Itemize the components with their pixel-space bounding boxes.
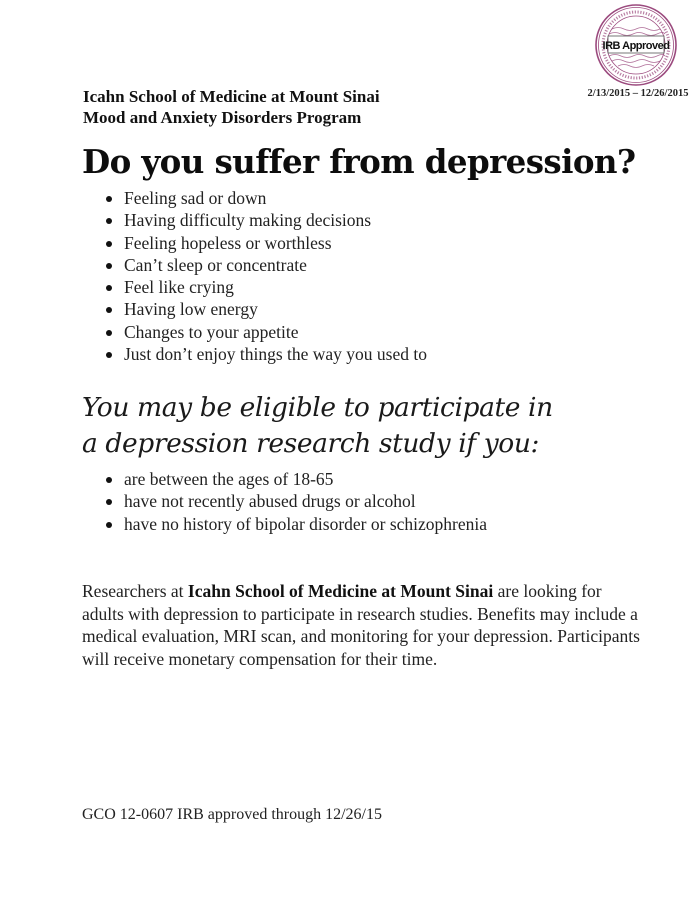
seal-label: IRB Approved [602,40,670,52]
list-item: Having difficulty making decisions [104,209,427,231]
symptoms-list [104,187,427,365]
page-title: Do you suffer from depression? [82,142,636,181]
description-intro: Researchers at [82,581,188,601]
eligibility-heading-line2: a depression research study if you: [82,428,540,459]
irb-footer-note: GCO 12-0607 IRB approved through 12/26/15 [82,806,382,823]
organization-header [83,86,380,128]
institution-name: Icahn School of Medicine at Mount Sinai [187,581,494,601]
org-name: Icahn School of Medicine at Mount Sinai [83,87,380,106]
list-item: Feeling hopeless or worthless [104,232,427,254]
study-description [82,580,642,670]
program-name: Mood and Anxiety Disorders Program [83,108,362,127]
list-item: have no history of bipolar disorder or schizophrenia [104,513,487,535]
seal-date-range: 2/13/2015 – 12/26/2015 [587,88,689,99]
list-item: Just don’t enjoy things the way you used to [104,343,427,365]
eligibility-heading-line1: You may be eligible to participate in [82,392,553,423]
eligibility-heading [82,390,553,462]
list-item: Feel like crying [104,276,427,298]
list-item: have not recently abused drugs or alcohol [104,490,487,512]
list-item: Having low energy [104,298,427,320]
list-item: Changes to your appetite [104,321,427,343]
irb-approved-seal [592,3,680,87]
list-item: Feeling sad or down [104,187,427,209]
description-body: are looking for adults with depression to participate in research studies. Benefits may include a medical evaluation, MRI scan, and monitoring for your depression. Participants will receive monetary compensation for their time. [82,581,640,669]
list-item: are between the ages of 18-65 [104,468,487,490]
eligibility-criteria-list [104,468,487,535]
list-item: Can’t sleep or concentrate [104,254,427,276]
